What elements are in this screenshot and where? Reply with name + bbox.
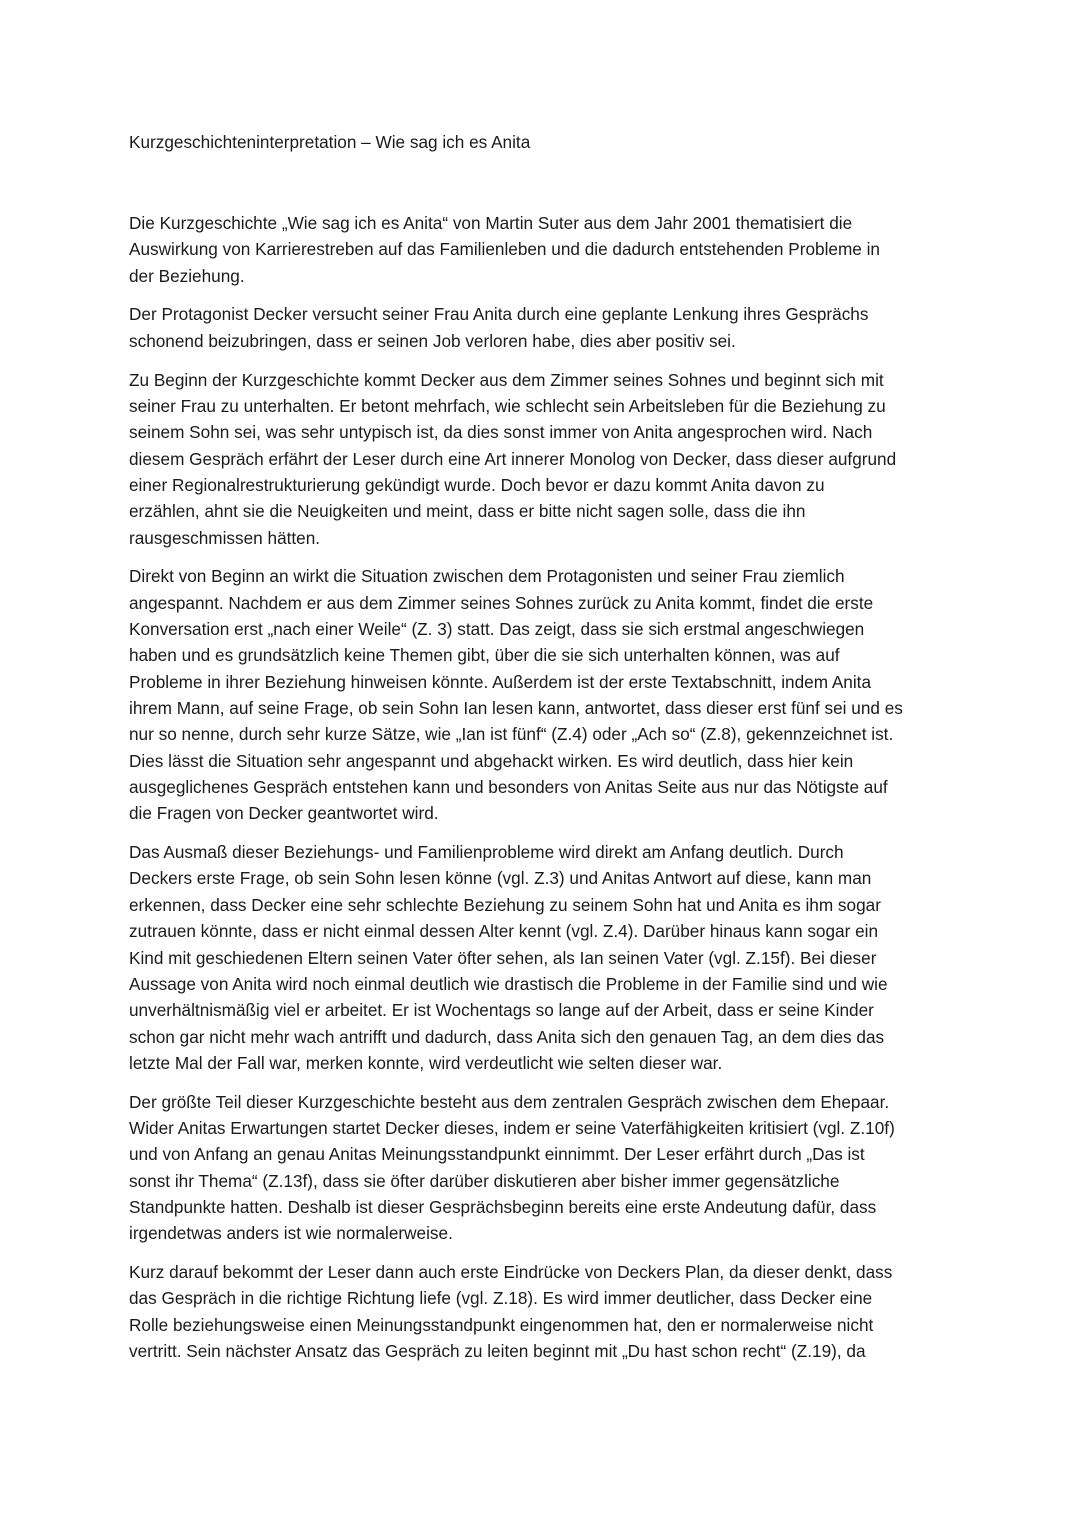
paragraph-content [129, 367, 951, 551]
text-line: Zu Beginn der Kurzgeschichte kommt Decker aus dem Zimmer seines Sohnes und beginnt sich mit [129, 369, 884, 390]
text-line: Auswirkung von Karrierestreben auf das Familienleben und die dadurch entstehenden Probleme in [129, 239, 880, 260]
paragraph-analysis-family [129, 839, 951, 1076]
text-line: sonst ihr Thema“ (Z.13f), dass sie öfter darüber diskutieren aber bisher immer gegensätzliche [129, 1170, 840, 1191]
text-line: unverhältnismäßig viel er arbeitet. Er ist Wochentags so lange auf der Arbeit, dass er seine Kinder [129, 1000, 874, 1021]
text-line: vertritt. Sein nächster Ansatz das Gespräch zu leiten beginnt mit „Du hast schon recht“ (Z.19), da [129, 1341, 866, 1362]
text-line: Dies lässt die Situation sehr angespannt und abgehackt wirken. Es wird deutlich, dass hier kein [129, 750, 854, 771]
text-line: Direkt von Beginn an wirkt die Situation zwischen dem Protagonisten und seiner Frau ziemlich [129, 566, 845, 587]
text-line: das Gespräch in die richtige Richtung liefe (vgl. Z.18). Es wird immer deutlicher, dass Decker eine [129, 1288, 873, 1309]
text-line: Der Protagonist Decker versucht seiner Frau Anita durch eine geplante Lenkung ihres Gesprächs [129, 304, 869, 325]
text-line: zutrauen könnte, dass er nicht einmal dessen Alter kennt (vgl. Z.4). Darüber hinaus kann sogar ein [129, 921, 879, 942]
text-line: Kurz darauf bekommt der Leser dann auch erste Eindrücke von Deckers Plan, da dieser denkt, dass [129, 1262, 893, 1283]
text-line: schonend beizubringen, dass er seinen Job verloren habe, dies aber positiv sei. [129, 330, 736, 351]
text-line: Der größte Teil dieser Kurzgeschichte besteht aus dem zentralen Gespräch zwischen dem Ehepaar. [129, 1091, 890, 1112]
document-body [129, 210, 951, 1377]
text-line: Rolle beziehungsweise einen Meinungsstandpunkt eingenommen hat, den er normalerweise nicht [129, 1314, 874, 1335]
text-line: ihrem Mann, auf seine Frage, ob sein Sohn Ian lesen kann, antwortet, dass dieser erst fünf sei und es [129, 698, 903, 719]
document-title: Kurzgeschichteninterpretation – Wie sag ich es Anita [129, 132, 531, 152]
text-line: und von Anfang an genau Anitas Meinungsstandpunkt einnimmt. Der Leser erfährt durch „Das ist [129, 1144, 865, 1165]
text-line: Probleme in ihrer Beziehung hinweisen könnte. Außerdem ist der erste Textabschnitt, indem Anita [129, 671, 872, 692]
text-line: ausgeglichenes Gespräch entstehen kann und besonders von Anitas Seite aus nur das Nötigste auf [129, 777, 888, 798]
text-line: irgendetwas anders ist wie normalerweise. [129, 1223, 453, 1244]
paragraph-analysis-plan [129, 1259, 951, 1364]
text-line: seiner Frau zu unterhalten. Er betont mehrfach, wie schlecht sein Arbeitsleben für die Beziehung zu [129, 395, 886, 416]
text-line: die Fragen von Decker geantwortet wird. [129, 803, 439, 824]
paragraph-summary [129, 301, 951, 354]
text-line: schon gar nicht mehr wach antrifft und dadurch, dass Anita sich den genauen Tag, an dem dies das [129, 1026, 885, 1047]
text-line: angespannt. Nachdem er aus dem Zimmer seines Sohnes zurück zu Anita kommt, findet die erste [129, 592, 874, 613]
text-line: Aussage von Anita wird noch einmal deutlich wie drastisch die Probleme in der Familie sind und wie [129, 973, 888, 994]
text-line: erzählen, ahnt sie die Neuigkeiten und meint, dass er bitte nicht sagen solle, dass die ihn [129, 501, 806, 522]
paragraph-introduction [129, 210, 951, 289]
text-line: Wider Anitas Erwartungen startet Decker dieses, indem er seine Vaterfähigkeiten kritisiert (vgl. Z.10f) [129, 1117, 895, 1138]
text-line: letzte Mal der Fall war, merken konnte, wird verdeutlicht wie selten dieser war. [129, 1052, 723, 1073]
text-line: haben und es grundsätzlich keine Themen gibt, über die sie sich unterhalten können, was auf [129, 645, 840, 666]
text-line: erkennen, dass Decker eine sehr schlechte Beziehung zu seinem Sohn hat und Anita es ihm sogar [129, 894, 881, 915]
text-line: rausgeschmissen hätten. [129, 527, 321, 548]
text-line: diesem Gespräch erfährt der Leser durch eine Art innerer Monolog von Decker, dass dieser aufgrund [129, 448, 897, 469]
text-line: Standpunkte hatten. Deshalb ist dieser Gesprächsbeginn bereits eine erste Andeutung dafür, dass [129, 1196, 877, 1217]
text-line: nur so nenne, durch sehr kurze Sätze, wie „Ian ist fünf“ (Z.4) oder „Ach so“ (Z.8), gekennzeichnet ist. [129, 724, 894, 745]
text-line: Die Kurzgeschichte „Wie sag ich es Anita“ von Martin Suter aus dem Jahr 2001 thematisiert die [129, 213, 853, 233]
text-line: Das Ausmaß dieser Beziehungs- und Familienprobleme wird direkt am Anfang deutlich. Durch [129, 842, 844, 863]
text-line: Kind mit geschiedenen Eltern seinen Vater öfter sehen, als Ian seinen Vater (vgl. Z.15f). Bei dieser [129, 947, 877, 968]
paragraph-analysis-conversation [129, 1089, 951, 1247]
text-line: Konversation erst „nach einer Weile“ (Z. 3) statt. Das zeigt, dass sie sich erstmal angeschwiegen [129, 618, 865, 639]
text-line: seinem Sohn sei, was sehr untypisch ist, da dies sonst immer von Anita angesprochen wird. Nach [129, 422, 873, 443]
text-line: einer Regionalrestrukturierung gekündigt wurde. Doch bevor er dazu kommt Anita davon zu [129, 474, 825, 495]
text-line: Deckers erste Frage, ob sein Sohn lesen könne (vgl. Z.3) und Anitas Antwort auf diese, kann man [129, 868, 872, 889]
paragraph-analysis-situation [129, 563, 951, 826]
text-line: der Beziehung. [129, 265, 245, 286]
